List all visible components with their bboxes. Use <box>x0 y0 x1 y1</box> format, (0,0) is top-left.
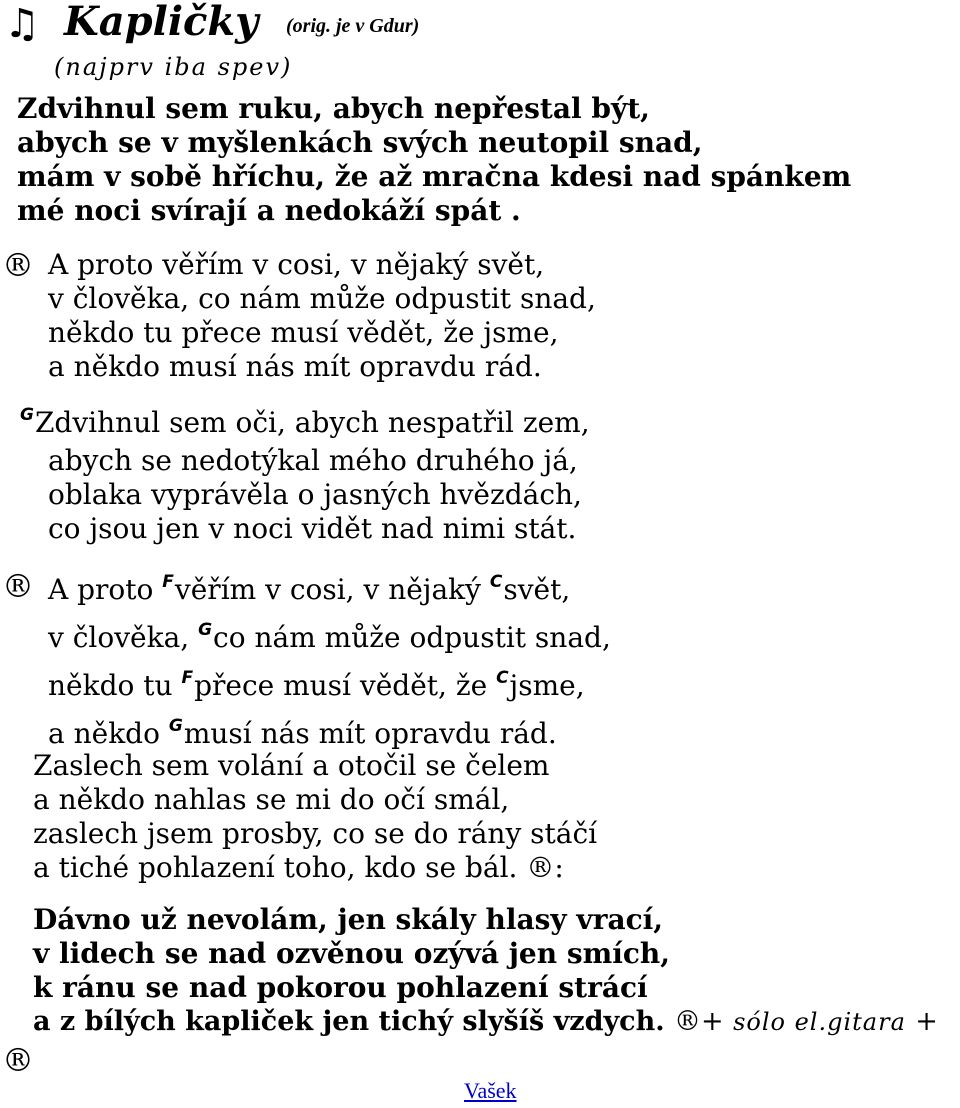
lyric-line: Zdvihnul sem ruku, abych nepřestal být, <box>17 92 650 125</box>
music-note-icon: ♫ <box>4 1 40 47</box>
plus-sign: + <box>701 1006 724 1037</box>
lyric-text: co nám může odpustit snad, <box>213 621 611 654</box>
lyric-line: co jsou jen v noci vidět nad nimi stát. <box>48 512 577 545</box>
lyric-text: a tiché pohlazení toho, kdo se bál. <box>33 851 518 884</box>
lyric-line: mám v sobě hříchu, že až mračna kdesi nad spánkem <box>17 160 852 193</box>
chord-label: G <box>168 716 183 736</box>
lyric-line: oblaka vyprávěla o jasných hvězdách, <box>48 478 582 511</box>
verse-4 <box>33 903 938 1039</box>
lyric-line: v lidech se nad ozvěnou ozývá jen smích, <box>33 937 671 970</box>
lyric-line: abych se nedotýkal mého druhého já, <box>48 444 578 477</box>
refrain-symbol: ® <box>526 851 555 884</box>
lyric-line: Dávno už nevolám, jen skály hlasy vrací, <box>33 903 664 936</box>
lyric-line <box>48 616 611 664</box>
lyric-text: musí nás mít opravdu rád. <box>183 717 557 750</box>
refrain-repeat-colon: : <box>554 851 564 884</box>
footer <box>464 1078 517 1104</box>
lyric-line <box>48 568 611 616</box>
solo-guitar-note: sólo el.gitara <box>733 1008 906 1036</box>
lyric-line: Zaslech sem volání a otočil se čelem <box>33 749 550 782</box>
lyric-line: v člověka, co nám může odpustit snad, <box>48 282 596 315</box>
refrain-1 <box>48 248 596 384</box>
lyric-line: a někdo musí nás mít opravdu rád. <box>48 350 542 383</box>
song-subtitle: (najprv iba spev) <box>54 53 293 81</box>
lyric-text: v člověka, <box>48 621 199 654</box>
author-link[interactable]: Vašek <box>464 1078 517 1103</box>
lyric-line: abych se v myšlenkách svých neutopil snad, <box>17 126 703 159</box>
lyric-line <box>33 1005 938 1039</box>
lyric-line <box>20 406 590 444</box>
lyric-text: svět, <box>503 573 571 606</box>
lyric-text: Zdvihnul sem oči, abych nespatřil zem, <box>34 406 590 439</box>
chord-label: C <box>496 668 509 688</box>
refrain-symbol: ® <box>2 246 34 284</box>
refrain-symbol: ® <box>674 1006 702 1037</box>
lyric-text: a z bílých kapliček jen tichý slyšíš vzdych. <box>33 1006 665 1037</box>
verse-3 <box>33 749 597 885</box>
lyric-line: zaslech jsem prosby, co se do rány stáčí <box>33 817 598 850</box>
lyric-text: a někdo <box>48 717 169 750</box>
song-title: Kapličky <box>64 0 259 45</box>
lyric-text: A proto <box>48 573 163 606</box>
chord-label: F <box>181 668 194 688</box>
chord-label: G <box>20 405 34 425</box>
refrain-symbol-final: ® <box>2 1041 34 1079</box>
lyric-line: někdo tu přece musí vědět, že jsme, <box>48 316 559 349</box>
refrain-symbol: ® <box>2 567 34 605</box>
lyric-text: jsme, <box>509 669 585 702</box>
chord-label: F <box>162 572 174 592</box>
chord-label: G <box>198 620 213 640</box>
lyric-line: k ránu se nad pokorou pohlazení strácí <box>33 971 648 1004</box>
lyric-text: přece musí vědět, že <box>194 669 497 702</box>
lyric-line <box>33 851 597 885</box>
lyric-line: mé noci svírají a nedokáží spát . <box>17 194 521 227</box>
plus-sign: + <box>915 1006 938 1037</box>
chord-label: C <box>489 572 503 592</box>
verse-2 <box>20 406 590 546</box>
lyric-line <box>48 664 611 712</box>
lyric-text: někdo tu <box>48 669 182 702</box>
original-key-note: (orig. je v Gdur) <box>286 15 420 37</box>
lyric-line: A proto věřím v cosi, v nějaký svět, <box>48 248 545 281</box>
lyric-line: a někdo nahlas se mi do očí smál, <box>33 783 510 816</box>
verse-1 <box>17 92 851 228</box>
refrain-2 <box>48 568 611 760</box>
lyric-text: věřím v cosi, v nějaký <box>174 573 490 606</box>
